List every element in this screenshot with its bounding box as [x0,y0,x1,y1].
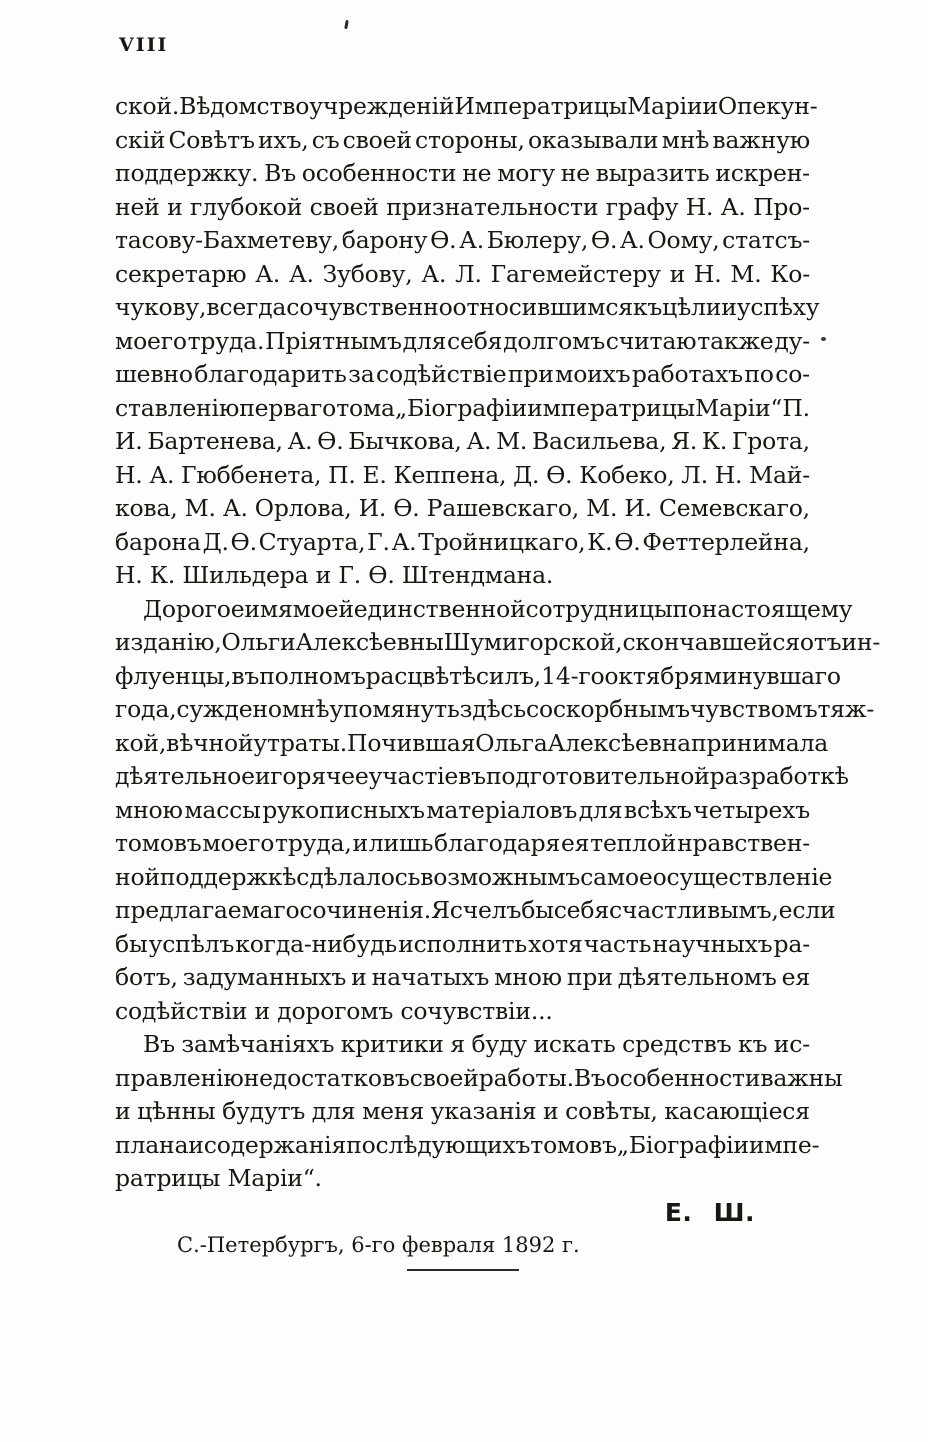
word: 14-го [541,661,605,690]
word: и [669,259,686,288]
word: искать [533,1030,616,1058]
word: Орлова, [254,494,352,522]
word: я [450,1030,465,1058]
word: А. [466,427,492,455]
word: всегда [206,293,287,321]
word: шевно [115,360,193,388]
text-line [115,760,849,794]
word: Семевскаго, [659,494,810,522]
text-line [115,124,810,158]
word: Н. [693,259,722,288]
word: Совѣтъ [168,125,255,154]
word: учрежденій [309,92,455,120]
word: совѣты, [565,1097,658,1125]
word: А. [222,494,248,522]
word: четырехъ [693,795,810,824]
word: Гюббенета, [181,460,322,489]
word: здѣсь [459,695,526,723]
word: также [697,326,774,355]
word: Г. [367,527,390,556]
word: рукописныхъ [262,795,425,824]
word: и [702,92,718,120]
word: указанія [430,1097,537,1125]
word: Въ [264,159,296,187]
word: К. [701,427,728,455]
word: самое [580,862,653,891]
word: Я [430,896,450,924]
word: Алексѣевны [295,628,444,656]
text-line [115,492,810,526]
word: благодаря [434,829,561,857]
word: сотрудницы [525,594,673,623]
word: счастливымъ, [608,896,779,924]
word: ин- [841,628,881,656]
word: суждено [176,695,282,723]
word: настоящему [701,594,853,623]
word: Бюлеру, [486,226,589,254]
word: секретарю [115,259,247,288]
word: Васильева, [531,427,667,455]
word: Ѳ. [590,226,618,254]
word: А. [255,259,281,288]
word: минувшаго [703,661,841,690]
word: выразить [595,159,710,187]
word: если [778,896,836,924]
word: мнѣ [281,695,330,723]
text-line [115,1028,810,1062]
text-line [115,961,810,995]
word: цѣли [662,293,722,321]
word: Май- [749,460,810,489]
word: искрен- [715,159,810,187]
word: упомянуть [329,695,460,723]
word: Кеппена, [393,460,507,489]
word: бы [521,896,554,924]
word: моего [115,326,187,355]
text-line [115,827,810,861]
word: Дорогое [143,594,245,623]
word: статсъ- [722,226,810,254]
word: перваго [239,393,337,422]
word: Ѳ. [546,460,573,489]
word: Вѣдомство [179,92,310,120]
word: замѣчаніяхъ [181,1030,335,1058]
word: при [566,963,613,991]
word: А. [288,259,314,288]
word: Л. [681,460,708,489]
word: и [115,1097,131,1125]
word: И. [624,494,652,522]
word: будутъ [222,1097,306,1125]
word: моего [202,829,275,857]
word: цѣнны [137,1097,216,1125]
word: и [188,1130,204,1159]
word: А. [391,527,417,556]
word: мною [494,963,562,991]
word: послѣдующихъ [346,1130,531,1159]
word: успѣлъ [148,929,235,958]
word: Въ [573,1063,606,1092]
word: сдѣлалось [296,862,421,891]
word: флуенцы, [115,661,232,690]
text-line [115,291,820,325]
word: Пріятнымъ [265,326,402,355]
paragraph [115,593,881,1029]
word: въ [231,661,260,690]
word: чувствомъ [689,695,818,723]
word: томовъ [115,829,202,857]
word: своей [409,1063,479,1092]
word: Ольга [475,728,548,757]
word: П. [328,460,356,489]
word: Алексѣевна [547,728,691,757]
word: матеріаловъ [426,795,578,824]
word: М. [496,427,528,455]
word: мнѣ [661,125,710,154]
word: труда. [187,326,265,355]
word: для [311,1097,356,1125]
word: со [526,695,553,723]
word: имя [244,594,293,623]
word: себя [447,326,503,355]
word: принимала [690,728,829,757]
word: для [402,326,447,355]
word: мною [115,795,183,824]
word: буду [471,1030,527,1058]
word: Е. [362,460,387,489]
word: нравствен- [677,829,810,857]
text-line [115,191,810,225]
body-paragraphs [115,90,881,1196]
word: Ѳ. [230,527,257,556]
word: Опекун- [717,92,818,120]
author-initials-signature: Е. Ш. [664,1197,755,1227]
word: по [672,594,702,623]
word: Д. [202,527,229,556]
word: работы. [478,1063,574,1092]
word: содержанія [203,1130,347,1159]
word: по [744,360,774,388]
word: ней [115,192,160,221]
word: силъ, [475,661,542,690]
word: Ѳ. [317,427,344,455]
word: не [560,159,590,187]
word: признательности [386,192,599,221]
word: дѣятельное [115,762,255,790]
word: графу [605,192,679,221]
word: А. [287,427,313,455]
word: стороны, [415,125,525,154]
text-line [115,258,810,292]
word: правленію [115,1063,244,1092]
word: недостатковъ [243,1063,410,1092]
word: въ [458,762,486,790]
text-line [115,358,810,392]
word: не [462,159,492,187]
word: труда, [275,829,352,857]
word: утраты. [253,728,348,757]
word: со- [775,360,810,388]
text-line [115,794,810,828]
word: ду- [774,326,810,355]
text-line: содѣйствіи и дорогомъ сочувствіи... [115,996,553,1025]
word: скорбнымъ [552,695,690,723]
word: часть [583,929,652,958]
word: Л. [455,259,482,288]
paragraph [115,1028,843,1196]
word: за [348,360,375,388]
ink-speck-right-margin [821,337,826,341]
word: ея [781,963,810,991]
word: исполнить [398,929,528,958]
word: изданію, [115,628,222,656]
text-line: ратрицы Маріи“. [115,1164,322,1192]
word: ихъ, [257,125,309,154]
word: отъ [799,628,842,656]
word: лишь [368,829,434,857]
word: средствъ [622,1030,732,1058]
word: императрицы [527,393,696,422]
word: и [352,829,368,857]
word: бы [115,929,148,958]
text-line [115,392,810,426]
page-number: VIII [119,34,169,56]
text-line [115,727,829,761]
word: моихъ [555,360,631,388]
word: считаю [605,326,697,355]
word: полномъ [259,661,366,690]
text-line [115,526,810,560]
word: И. [358,494,387,522]
word: Маріи [627,92,703,120]
word: Маріи“ [695,393,783,422]
word: ра- [773,929,810,958]
text-line [115,660,841,694]
word: Н. [115,460,143,489]
text-line [115,928,810,962]
word: начатыхъ [371,963,490,991]
word: особенности [605,1063,761,1092]
word: подготовительной [485,762,710,790]
ink-speck-top [344,20,349,29]
word: Феттерлейна, [642,527,810,556]
word: Тройницкаго, [418,527,586,556]
word: и [254,762,271,790]
word: своей [342,125,412,154]
word: важны [760,1063,843,1092]
word: „Біографіи [394,393,528,422]
word: Ѳ. [430,226,457,254]
text-line [115,1095,810,1129]
word: поддержку. [115,159,259,187]
word: Ѳ. [614,527,641,556]
word: А. [720,192,746,221]
word: М. [586,494,618,522]
word: Гагемейстеру [490,259,661,288]
word: предлагаемаго [115,896,300,924]
word: оказывали [527,125,659,154]
word: импе- [748,1130,820,1159]
word: сочиненія. [299,896,431,924]
word: Рашевскаго, [426,494,580,522]
word: массы [184,795,261,824]
word: успѣху [736,293,820,321]
word: ской. [115,92,180,120]
word: ботъ, [115,963,178,991]
word: барону [341,226,428,254]
word: тасову-Бахметеву, [115,226,340,254]
word: содѣйствіе [375,360,507,388]
word: критики [340,1030,444,1058]
word: и [721,293,737,321]
text-line [115,1129,820,1163]
word: поддержкѣ [159,862,297,891]
word: особенности [301,159,457,187]
text-line [115,90,818,124]
text-line [115,593,853,627]
word: участіе [368,762,459,790]
word: Почившая [347,728,476,757]
word: кой, [115,728,167,757]
word: дѣятельномъ [617,963,777,991]
word: А. [459,226,484,254]
text-line [115,224,810,258]
word: барона [115,527,201,556]
text-line [115,157,810,191]
text-line [115,861,833,895]
word: и [167,192,183,221]
word: хотя [528,929,583,958]
word: М. [184,494,216,522]
word: Оому, [647,226,720,254]
word: когда-нибудь [235,929,397,958]
word: плана [115,1130,189,1159]
word: Про- [753,192,810,221]
word: осуществленіе [652,862,833,891]
word: горячее [270,762,369,790]
text-line [115,425,810,459]
word: возможнымъ [420,862,581,891]
end-of-preface-rule [407,1269,519,1271]
word: счелъ [449,896,522,924]
word: А. [149,460,175,489]
word: при [507,360,554,388]
word: касающіеся [664,1097,810,1125]
word: относившимся [452,293,633,321]
word: работахъ [631,360,743,388]
word: глубокой [189,192,303,221]
word: Въ [143,1030,175,1058]
word: Бычкова, [348,427,462,455]
word: моей [292,594,354,623]
word: своей [309,192,379,221]
word: ной [115,862,160,891]
text-block [115,90,881,1271]
text-line [115,626,881,660]
word: Ко- [770,259,810,288]
word: Ольги [221,628,296,656]
paragraph [115,90,820,593]
word: Бартенева, [147,427,283,455]
word: А. [421,259,447,288]
word: благодарить [194,360,347,388]
word: важную [712,125,810,154]
word: ея [560,829,590,857]
word: Ѳ. [393,494,420,522]
text-line [115,459,810,493]
word: единственной [353,594,526,623]
word: могу [497,159,555,187]
word: тома [336,393,395,422]
word: и [351,963,367,991]
word: Императрицы [454,92,628,120]
text-line [115,693,875,727]
word: П. [782,393,810,422]
word: къ [632,293,663,321]
word: Н. [685,192,714,221]
word: научныхъ [652,929,773,958]
word: разработкѣ [709,762,849,790]
word: „Біографіи [616,1130,749,1159]
word: К. [587,527,613,556]
word: тяж- [817,695,875,723]
word: Стуарта, [258,527,366,556]
word: съ [311,125,340,154]
word: ставленію [115,393,240,422]
word: всѣхъ [623,795,692,824]
word: расцвѣтѣ [365,661,476,690]
word: долгомъ [503,326,605,355]
word: томовъ [530,1130,617,1159]
word: Я. [671,427,698,455]
word: Шумигорской, [443,628,623,656]
word: октября [604,661,704,690]
word: себя [553,896,609,924]
word: кова, [115,494,178,522]
word: И. [115,427,143,455]
text-line [115,894,836,928]
word: Зубову, [322,259,413,288]
word: чукову, [115,293,207,321]
word: задуманныхъ [182,963,347,991]
word: года, [115,695,177,723]
word: скій [115,125,166,154]
word: Д. [513,460,540,489]
word: А. [619,226,645,254]
word: ис- [773,1030,810,1058]
word: М. [730,259,762,288]
word: Кобеко, [579,460,675,489]
word: вѣчной [166,728,254,757]
text-line: Н. К. Шильдера и Г. Ѳ. Штендмана. [115,561,554,589]
place-date-line: С.-Петербургъ, 6-го февраля 1892 г. [177,1232,580,1257]
word: къ [737,1030,768,1058]
word: Н. [714,460,743,489]
word: и [543,1097,559,1125]
word: Грота, [731,427,810,455]
word: для [578,795,623,824]
text-line [115,1062,843,1096]
word: меня [362,1097,424,1125]
word: скончавшейся [622,628,800,656]
word: сочувственно [286,293,453,321]
text-line [115,325,810,359]
word: теплой [590,829,677,857]
